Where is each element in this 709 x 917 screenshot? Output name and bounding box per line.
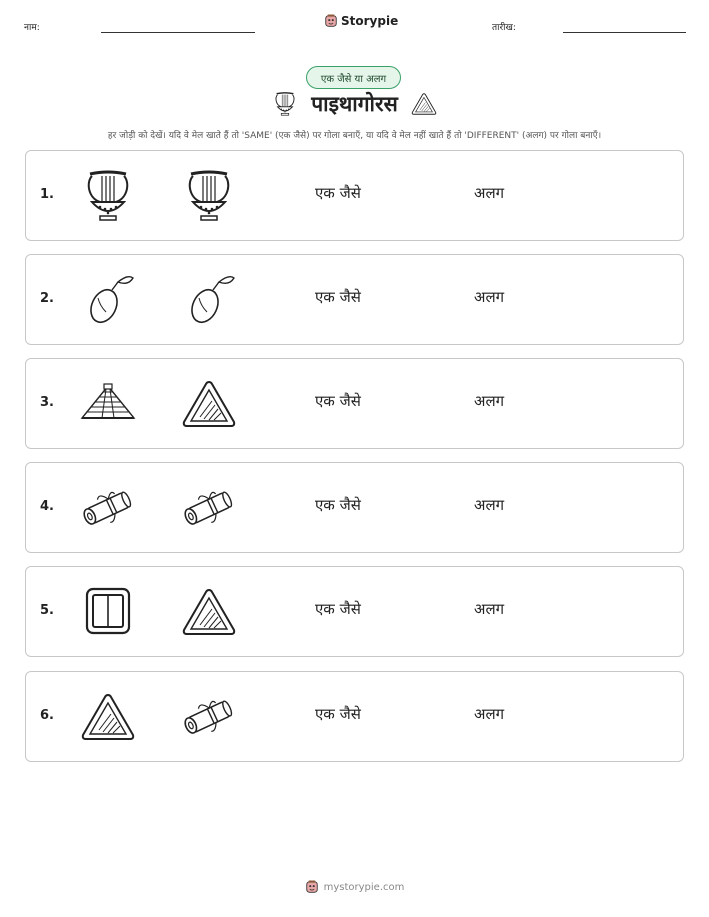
right-picture: [179, 480, 239, 536]
question-number: 2.: [40, 291, 54, 306]
right-picture: [179, 689, 239, 745]
same-option[interactable]: एक जैसे: [315, 705, 361, 723]
question-number: 5.: [40, 603, 54, 618]
date-label: तारीख:: [492, 23, 516, 33]
title-row: [0, 90, 709, 118]
triangle-sign-icon: [179, 376, 239, 432]
question-number: 3.: [40, 395, 54, 410]
right-picture: [179, 584, 239, 640]
different-option[interactable]: अलग: [474, 705, 505, 723]
scroll-icon: [179, 689, 239, 745]
scroll-icon: [78, 480, 138, 536]
same-option[interactable]: एक जैसे: [315, 184, 361, 202]
left-picture: [78, 584, 138, 640]
left-picture: [78, 689, 138, 745]
different-option[interactable]: अलग: [474, 496, 505, 514]
different-option[interactable]: अलग: [474, 288, 505, 306]
brand-name: Storypie: [341, 14, 399, 28]
right-picture: [179, 168, 239, 224]
question-number: 4.: [40, 499, 54, 514]
different-option[interactable]: अलग: [474, 392, 505, 410]
triangle-sign-icon: [179, 584, 239, 640]
different-option[interactable]: अलग: [474, 184, 505, 202]
storypie-face-icon: [305, 880, 319, 894]
question-card: [25, 358, 684, 449]
left-picture: [78, 376, 138, 432]
question-card: [25, 462, 684, 553]
storypie-face-icon: [324, 14, 338, 28]
date-line[interactable]: [563, 32, 686, 33]
question-card: [25, 150, 684, 241]
brand-logo: [324, 14, 398, 28]
question-card: [25, 566, 684, 657]
left-picture: [78, 168, 138, 224]
name-line[interactable]: [101, 32, 255, 33]
lyre-icon: [78, 168, 138, 224]
olive-icon: [78, 272, 138, 328]
name-label: नाम:: [24, 23, 40, 33]
pyramid-icon: [78, 376, 138, 432]
left-picture: [78, 272, 138, 328]
triangle-sign-icon: [410, 90, 438, 118]
olive-icon: [179, 272, 239, 328]
footer-site: mystorypie.com: [323, 881, 405, 893]
question-card: [25, 671, 684, 762]
same-option[interactable]: एक जैसे: [315, 496, 361, 514]
worksheet-tag: एक जैसे या अलग: [306, 66, 401, 89]
scroll-icon: [179, 480, 239, 536]
same-option[interactable]: एक जैसे: [315, 288, 361, 306]
right-picture: [179, 376, 239, 432]
right-picture: [179, 272, 239, 328]
same-option[interactable]: एक जैसे: [315, 392, 361, 410]
page-title: पाइथागोरस: [311, 92, 398, 116]
triangle-sign-icon: [78, 689, 138, 745]
left-picture: [78, 480, 138, 536]
lyre-icon: [179, 168, 239, 224]
square-icon: [78, 584, 138, 640]
question-number: 1.: [40, 187, 54, 202]
same-option[interactable]: एक जैसे: [315, 600, 361, 618]
lyre-icon: [271, 90, 299, 118]
footer: [0, 880, 709, 894]
instructions: हर जोड़ी को देखें। यदि वे मेल खाते हैं तो 'SAME' (एक जैसे) पर गोला बनाएँ, या यदि वे मेल नहीं खाते हैं तो 'DIFFERENT' (अलग) पर गोला बनाएँ।: [107, 131, 602, 141]
different-option[interactable]: अलग: [474, 600, 505, 618]
question-number: 6.: [40, 708, 54, 723]
question-card: [25, 254, 684, 345]
